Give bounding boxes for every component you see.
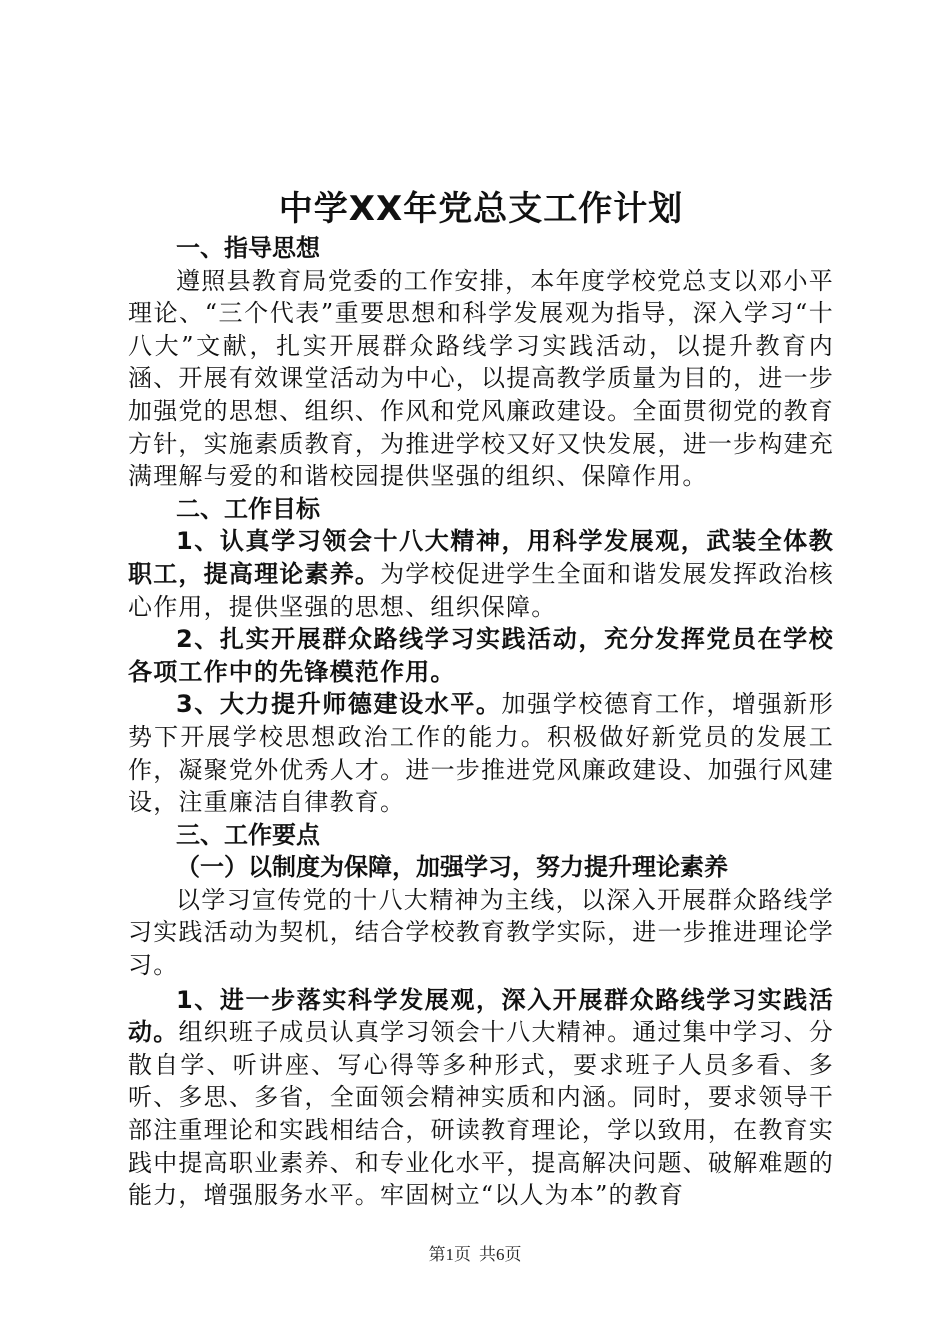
goal-item-3-text: 加强学校德育工作，增强新形势下开展学校思想政治工作的能力。积极做好新党员的发展工作，凝聚党外优秀人才。进一步推进党风廉政建设、加强行风建设，注重廉洁自律教育。 (128, 690, 834, 817)
page-number: 第1页 (428, 1245, 471, 1264)
paragraph-key-points-intro: 以学习宣传党的十八大精神为主线，以深入开展群众路线学习实践活动为契机，结合学校教育教学实际，进一步推进理论学习。 (128, 885, 834, 980)
page-total: 共6页 (479, 1245, 522, 1264)
paragraph-guiding-ideology: 遵照县教育局党委的工作安排，本年度学校党总支以邓小平理论、“三个代表”重要思想和科学发展观为指导，深入学习“十八大”文献，扎实开展群众路线学习实践活动，以提升教育内涵、开展有效课堂活动为中心，以提高教学质量为目的，进一步加强党的思想、组织、作风和党风廉政建设。全面贯彻党的教育方针，实施素质教育，为推进学校又好又快发展，进一步构建充满理解与爱的和谐校园提供坚强的组织、保障作用。 (128, 266, 834, 491)
section-heading-guiding-ideology: 一、指导思想 (176, 234, 320, 262)
key-point-item-1-text: 组织班子成员认真学习领会十八大精神。通过集中学习、分散自学、听讲座、写心得等多种形式，要求班子人员多看、多听、多思、多省，全面领会精神实质和内涵。同时，要求领导干部注重理论和实践相结合，研读教育理论，学以致用，在教育实践中提高职业素养、和专业化水平，提高解决问题、破解难题的能力，增强服务水平。牢固树立“以人为本”的教育 (128, 1018, 834, 1210)
document-title: 中学XX年党总支工作计划 (278, 189, 684, 229)
goal-item-1-bold: 1、认真学习领会十八大精神，用科学发展观，武装全体教职工，提高理论素养。 (128, 527, 834, 588)
section-heading-work-goals: 二、工作目标 (176, 494, 320, 523)
goal-item-3 (128, 688, 834, 818)
page-footer (0, 1240, 950, 1265)
goal-item-3-bold: 3、大力提升师德建设水平。 (176, 690, 502, 719)
key-point-item-1 (128, 984, 834, 1212)
goal-item-2 (128, 623, 834, 688)
goal-item-1-text: 为学校促进学生全面和谐发展发挥政治核心作用，提供坚强的思想、组织保障。 (128, 559, 835, 621)
section-heading-key-points: 三、工作要点 (176, 820, 320, 849)
goal-item-2-bold: 2、扎实开展群众路线学习实践活动，充分发挥党员在学校各项工作中的先锋模范作用。 (128, 625, 834, 686)
key-point-item-1-bold: 1、进一步落实科学发展观，深入开展群众路线学习实践活动。 (128, 985, 834, 1047)
document-body (128, 186, 834, 1212)
subsection-heading-1: （一）以制度为保障，加强学习，努力提升理论素养 (176, 853, 728, 882)
goal-item-1 (128, 525, 834, 623)
